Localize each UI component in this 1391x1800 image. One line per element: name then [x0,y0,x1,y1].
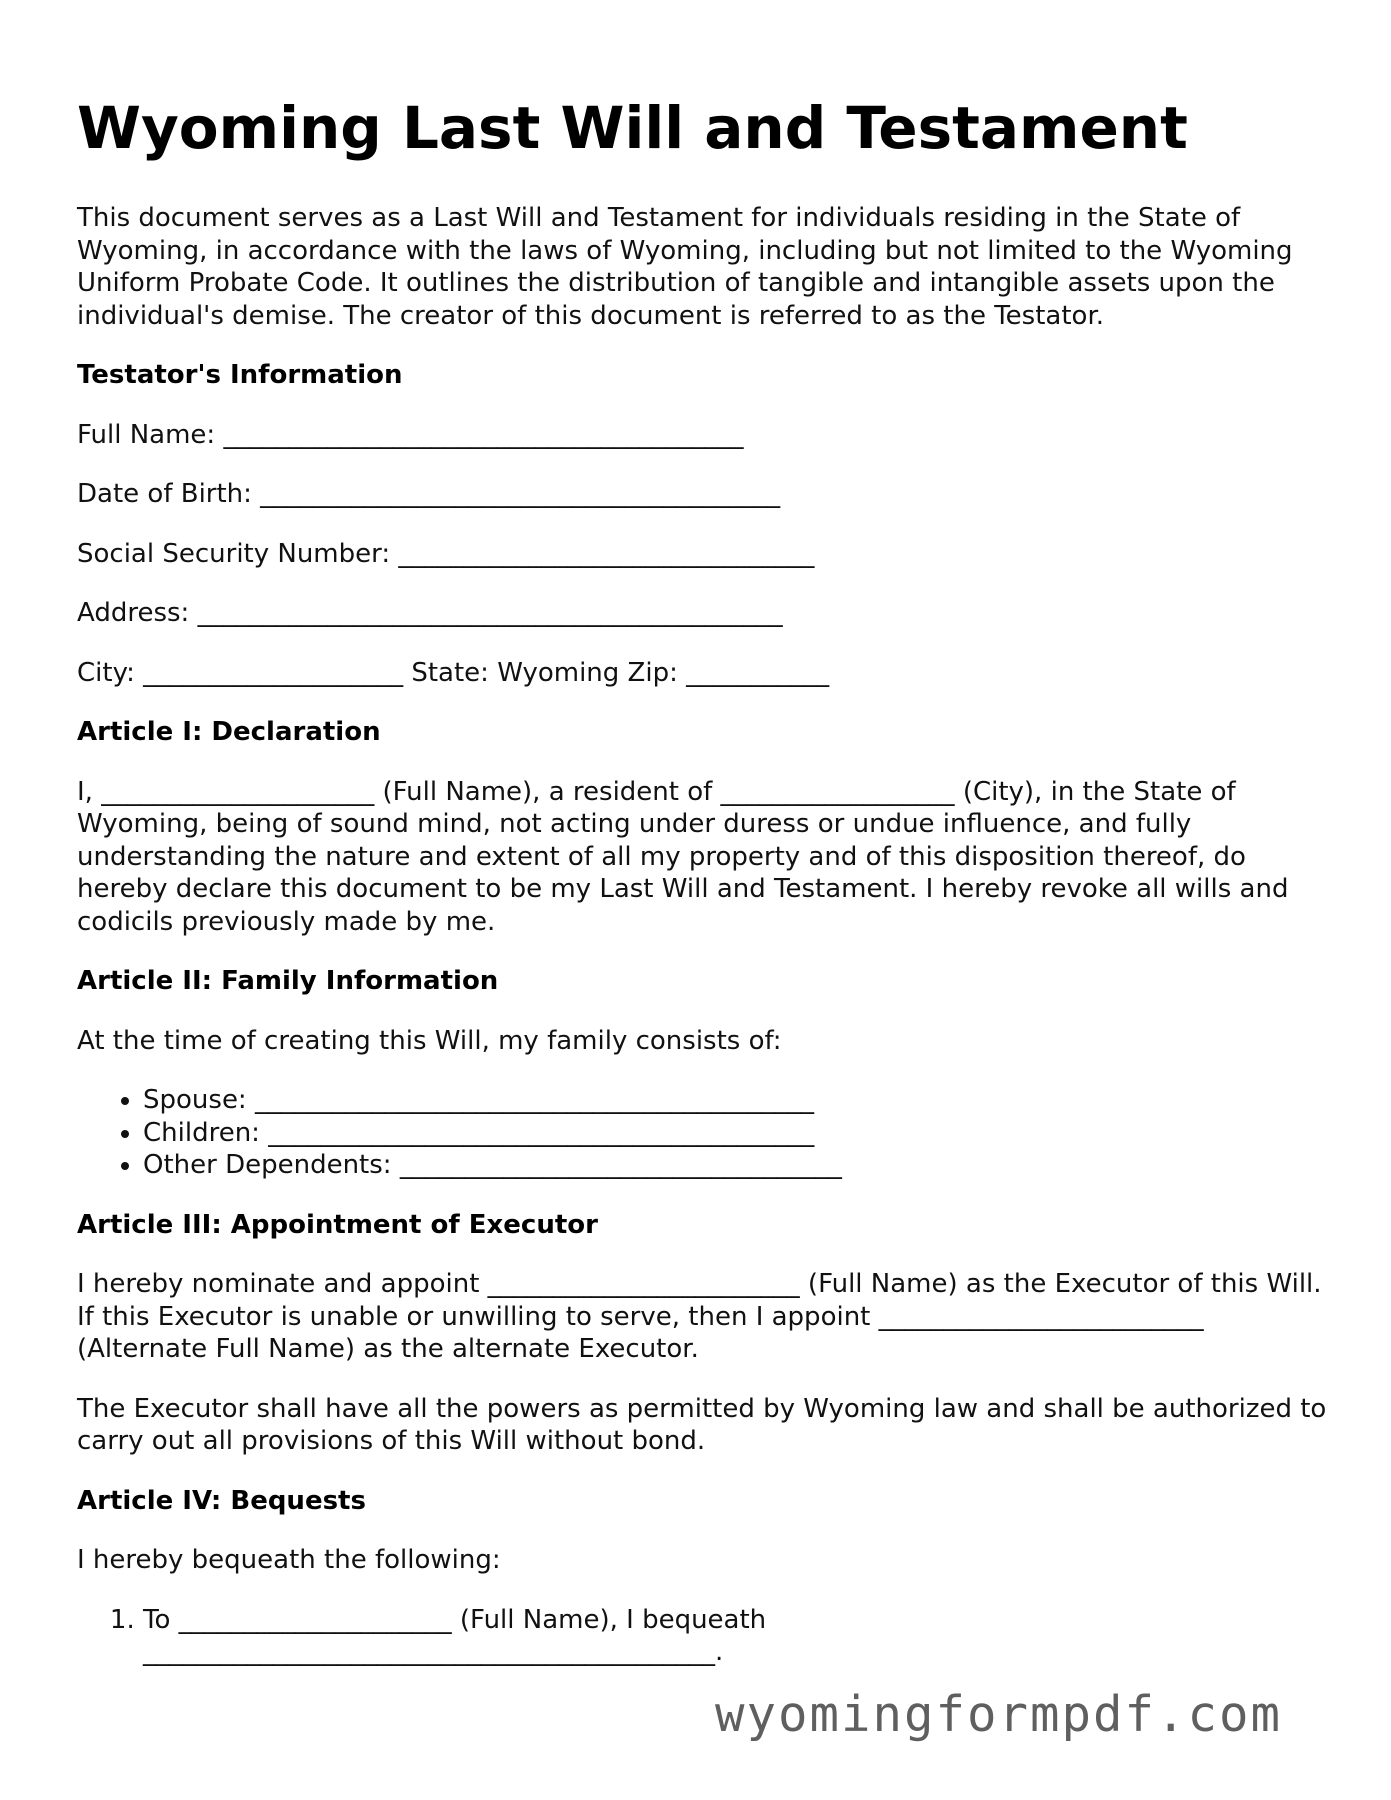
site-watermark: wyomingformpdf.com [715,1686,1283,1743]
family-list [77,1084,1327,1182]
testator-ssn-field: Social Security Number: ________________________________ [77,538,815,569]
testator-full-name-field: Full Name: ________________________________________ [77,419,744,450]
article3-text-executor: I hereby nominate and appoint ________________________ (Full Name) as the Executor of this Will. If this Executor is unable or unwilling to serve, then I appoint _________________________ (Alternate Full Name) as the alternate Executor. [77,1269,1322,1364]
testator-heading: Testator's Information [77,360,403,390]
article3-heading: Article III: Appointment of Executor [77,1209,598,1240]
article4-intro: I hereby bequeath the following: [77,1545,501,1575]
testator-city-state-zip-field: City: ____________________ State: Wyoming Zip: ___________ [77,657,830,688]
intro-paragraph: This document serves as a Last Will and Testament for individuals residing in the State of Wyoming, in accordance with the laws of Wyoming, including but not limited to the Wyoming Uniform Probate Code. It outlines the distribution of tangible and intangible assets upon the individual's demise. The creator of this document is referred to as the Testator. [77,203,1293,331]
family-spouse-item: • Spouse: ___________________________________________ [143,1084,1327,1117]
family-dependents-item: • Other Dependents: __________________________________ [143,1149,1327,1182]
article3-text-powers: The Executor shall have all the powers as permitted by Wyoming law and shall be authorized to carry out all provisions of this Will without bond. [77,1393,1327,1456]
family-children-item: • Children: __________________________________________ [143,1117,1327,1150]
testator-address-field: Address: _____________________________________________ [77,598,783,628]
document-page [77,92,1327,1696]
testator-dob-field: Date of Birth: ________________________________________ [77,479,781,509]
article2-intro: At the time of creating this Will, my family consists of: [77,1025,782,1056]
bequest-item: 1. To _____________________ (Full Name), I bequeath ____________________________________________. [143,1604,1327,1669]
bequest-list [77,1604,1327,1669]
article2-heading: Article II: Family Information [77,966,499,996]
article4-heading: Article IV: Bequests [77,1485,366,1516]
document-title: Wyoming Last Will and Testament [77,94,1188,162]
article1-heading: Article I: Declaration [77,717,381,747]
article1-text: I, _____________________ (Full Name), a resident of __________________ (City), in the State of Wyoming, being of sound mind, not acting under duress or undue influence, and fully understanding the nature and extent of all my property and of this disposition thereof, do hereby declare this document to be my Last Will and Testament. I hereby revoke all wills and codicils previously made by me. [77,776,1289,937]
